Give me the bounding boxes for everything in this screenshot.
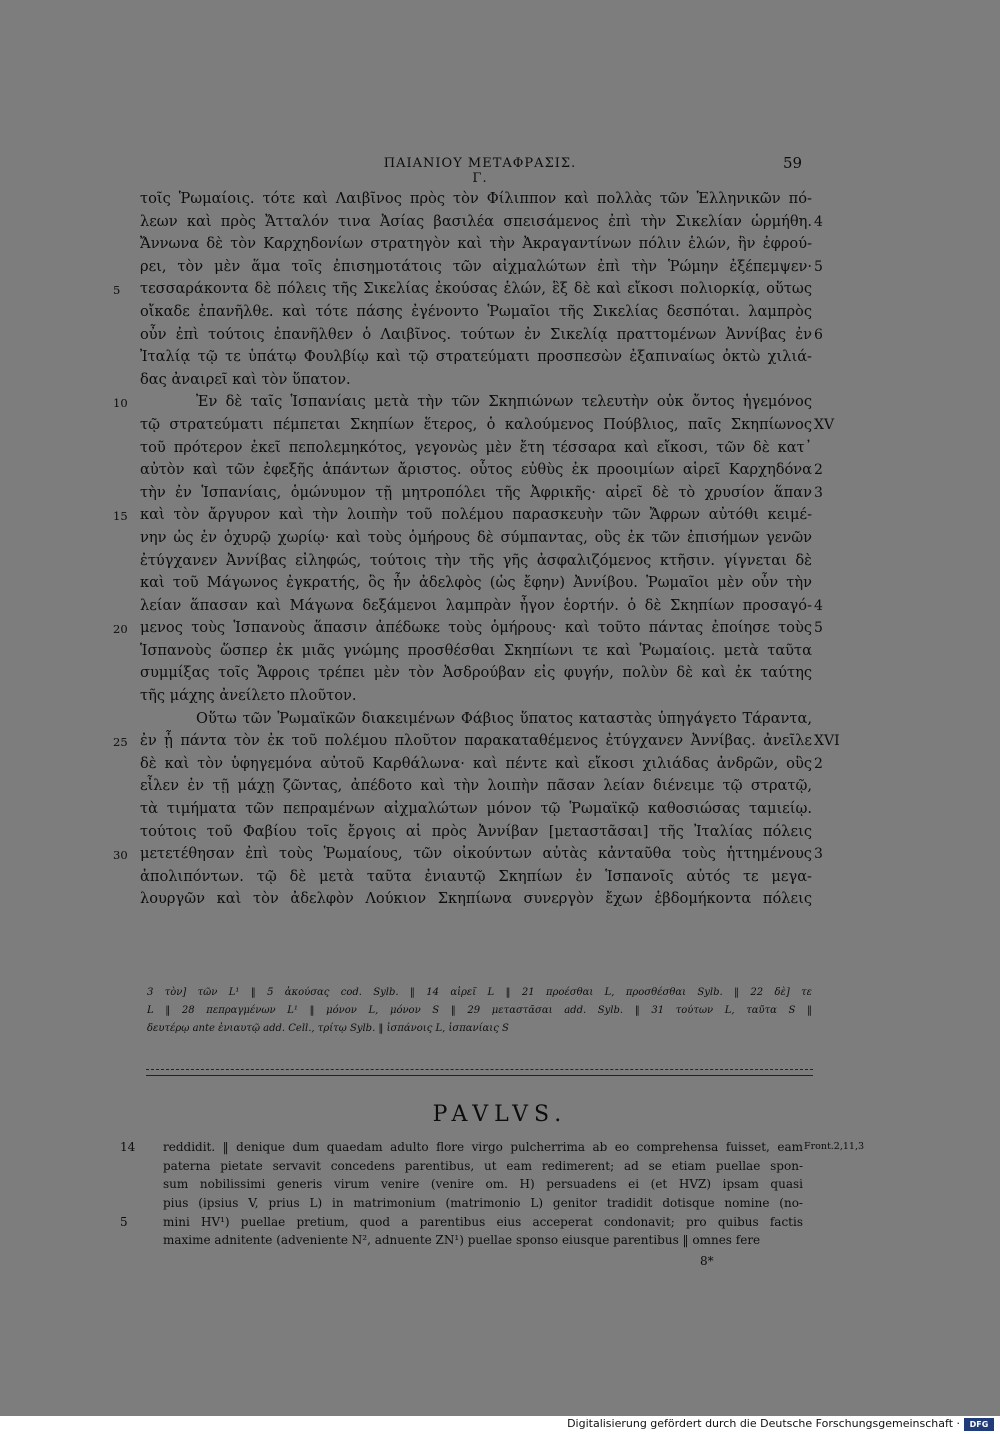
text-line	[140, 527, 812, 550]
text-line	[140, 753, 812, 776]
latin-line-number: 14	[120, 1140, 136, 1154]
dashed-divider	[146, 1069, 813, 1070]
line-text: δὲ καὶ τὸν ὑφηγεμόνα αὐτοῦ Καρθάλωνα· καὶ πέντε καὶ εἴκοσι χιλιάδας ἀνδρῶν, οὓς	[140, 754, 812, 772]
dfg-logo: DFG	[964, 1418, 994, 1431]
text-line	[140, 414, 812, 437]
greek-main-text	[113, 188, 840, 911]
line-text: αὐτὸν καὶ τῶν ἐφεξῆς ἁπάντων ἄριστος. οὗτος εὐθὺς ἐκ προοιμίων αἱρεῖ Καρχηδόνα	[140, 461, 812, 479]
line-text: ἀπολιπόντων. τῷ δὲ μετὰ ταῦτα ἐνιαυτῷ Σκηπίων ἐν Ἱσπανοῖς αὐτός τε μεγα-	[140, 867, 812, 885]
line-text: τῷ στρατεύματι πέμπεται Σκηπίων ἕτερος, ὁ καλούμενος Πούβλιος, παῖς Σκηπίωνος	[140, 415, 812, 433]
text-line	[140, 211, 812, 234]
latin-line-text: reddidit. ‖ denique dum quaedam adulto flore virgo pulcherrima ab eo comprehensa fuisset, eam	[163, 1140, 803, 1154]
line-text: τὰ τιμήματα τῶν πεπραμένων αἰχμαλώτων μόνον τῷ Ῥωμαϊκῷ καθοσιώσας ταμιείῳ.	[140, 800, 812, 818]
margin-number: 4	[814, 213, 823, 230]
text-line	[140, 798, 812, 821]
line-text: Ἱσπανοὺς ὥσπερ ἐκ μιᾶς γνώμης προσθέσθαι Σκηπίωνι τε καὶ Ῥωμαίοις. μετὰ ταῦτα	[140, 641, 812, 659]
text-line	[140, 369, 812, 392]
line-text: ρει, τὸν μὲν ἅμα τοῖς ἐπισημοτάτοις τῶν αἰχμαλώτων ἐπὶ τὴν Ῥώμην ἐξέπεμψεν·	[140, 257, 812, 275]
margin-number: XV	[814, 416, 835, 433]
signature-mark: 8*	[700, 1254, 714, 1268]
text-line	[140, 324, 812, 347]
line-text: τούτοις τοῦ Φαβίου τοῖς ἔργοις αἱ πρὸς Ἀννίβαν [μεταστᾶσαι] τῆς Ἰταλίας πόλεις	[140, 822, 812, 840]
margin-number: 3	[814, 484, 823, 501]
line-number: 5	[113, 283, 121, 298]
line-text: Ἰταλίᾳ τῷ τε ὑπάτῳ Φουλβίῳ καὶ τῷ στρατεύματι προσπεσὼν ἐξαπιναίως ὀκτὼ χιλιά-	[140, 348, 812, 366]
line-text: ἐτύγχανεν Ἀννίβας εἰληφώς, τούτοις τὴν τῆς γῆς ἀσφαλιζόμενος κτῆσιν. γίγνεται δὲ	[140, 551, 812, 569]
line-text: λείαν ἅπασαν καὶ Μάγωνα δεξάμενοι λαμπρὰν ἦγον ἑορτήν. ὁ δὲ Σκηπίων προσαγό-	[140, 596, 812, 614]
running-title: ΠΑΙΑΝΙΟΥ ΜΕΤΑΦΡΑΣΙΣ. Γ.	[383, 156, 577, 186]
text-line	[113, 617, 812, 640]
latin-line	[120, 1213, 803, 1232]
latin-line-number: 5	[120, 1214, 128, 1229]
line-text: Ἐν δὲ ταῖς Ἱσπανίαις μετὰ τὴν τῶν Σκηπιώνων τελευτὴν οὐκ ὄντος ἡγεμόνος	[196, 393, 812, 411]
line-text: οἴκαδε ἐπανῆλθε. καὶ τότε πάσης ἐγένοντο Ῥωμαῖοι τῆς Σικελίας δεσπόται. λαμπρὸς	[140, 302, 812, 320]
running-head	[0, 154, 1000, 186]
digitization-footer	[0, 1416, 1000, 1434]
line-text: ἐν ᾗ πάντα τὸν ἐκ τοῦ πολέμου πλοῦτον παρακαταθέμενος ἐτύγχανεν Ἀννίβας. ἀνεῖλε	[140, 732, 812, 750]
page-number: 59	[783, 154, 803, 172]
line-text: Ἄννωνα δὲ τὸν Καρχηδονίων στρατηγὸν καὶ τὴν Ἀκραγαντίνων πόλιν ἑλών, ἣν ἐφρού-	[140, 235, 812, 253]
text-line	[140, 685, 812, 708]
latin-line	[163, 1231, 803, 1250]
latin-line-text: sum nobilissimi generis virum venire (venire om. H) persuadens ei (et HVZ) ipsam quasi	[163, 1177, 803, 1192]
margin-number: 5	[814, 258, 823, 275]
latin-commentary	[120, 1138, 865, 1250]
apparatus-line: δευτέρῳ ante ἐνιαυτῷ add. Cell., τρίτῳ Sylb. ‖ ἰσπάνοις L, ἰσπανίαις S	[147, 1023, 509, 1034]
line-text: δας ἀναιρεῖ καὶ τὸν ὕπατον.	[140, 370, 351, 388]
text-line	[140, 346, 812, 369]
line-text: λουργῶν καὶ τὸν ἀδελφὸν Λούκιον Σκηπίωνα συνεργὸν ἔχων ἑβδομήκοντα πόλεις	[140, 890, 812, 908]
text-line	[140, 482, 812, 505]
margin-number: 6	[814, 326, 823, 343]
latin-line-text: pius (ipsius V, prius L) in matrimonium (matrimonio L) genitor tradidit dotisque nomine (no-	[163, 1196, 803, 1211]
source-reference: Front.2,11,3	[804, 1141, 865, 1152]
text-line	[140, 256, 812, 279]
line-text: καὶ τὸν ἄργυρον καὶ τὴν λοιπὴν τοῦ πολέμου παρασκευὴν τῶν Ἄφρων αὐτόθι κειμέ-	[140, 506, 812, 524]
line-text: νην ὡς ἐν ὀχυρῷ χωρίῳ· καὶ τοὺς ὁμήρους δὲ σύμπαντας, οὓς ἐκ τῶν ἐπισήμων γενῶν	[140, 528, 812, 546]
line-text: τοῖς Ῥωμαίοις. τότε καὶ Λαιβῖνος πρὸς τὸν Φίλιππον καὶ πολλὰς τῶν Ἑλληνικῶν πό-	[140, 190, 812, 207]
line-text: τεσσαράκοντα δὲ πόλεις τῆς Σικελίας ἐκούσας ἑλών, ἓξ δὲ καὶ εἴκοσι πολιορκίᾳ, οὕτως	[140, 280, 812, 298]
line-number: 10	[113, 396, 128, 411]
line-text: μετετέθησαν ἐπὶ τοὺς Ῥωμαίους, τῶν οἰκούντων αὐτὰς κἀνταῦθα τοὺς ἡττημένους	[140, 845, 812, 863]
text-line	[113, 278, 812, 301]
latin-line	[163, 1157, 803, 1176]
text-line	[140, 662, 812, 685]
text-line	[140, 550, 812, 573]
line-number: 20	[113, 622, 128, 637]
text-line	[113, 843, 812, 866]
margin-number: 3	[814, 846, 823, 863]
footer-credit: Digitalisierung gefördert durch die Deutsche Forschungsgemeinschaft ·	[567, 1417, 960, 1430]
line-text: μενος τοὺς Ἱσπανοὺς ἅπασιν ἀπέδωκε τοὺς ὁμήρους· καὶ τοῦτο πάντας ἐποίησε τοὺς	[140, 619, 812, 637]
line-text: τοῦ πρότερον ἐκεῖ πεπολεμηκότος, γεγονὼς μὲν ἔτη τέσσαρα καὶ εἴκοσι, τῶν δὲ κατ᾽	[140, 438, 812, 456]
latin-line	[163, 1194, 803, 1213]
line-text: Οὕτω τῶν Ῥωμαϊκῶν διακειμένων Φάβιος ὕπατος καταστὰς ὑπηγάγετο Τάραντα,	[196, 709, 812, 727]
line-text: λεων καὶ πρὸς Ἄτταλόν τινα Ἀσίας βασιλέα σπεισάμενος ἐπὶ τὴν Σικελίαν ὡρμήθη.	[140, 212, 812, 230]
text-line	[140, 775, 812, 798]
latin-line-text: paterna pietate servavit concedens parentibus, ut eam redimerent; ad se etiam puellae spon-	[163, 1158, 803, 1173]
line-text: καὶ τοῦ Μάγωνος ἐγκρατής, ὃς ἦν ἀδελφὸς (ὡς ἔφην) Ἀννίβου. Ῥωμαῖοι μὲν οὖν τὴν	[140, 574, 812, 592]
text-line	[140, 640, 812, 663]
line-text: συμμίξας τοῖς Ἄφροις τρέπει μὲν τὸν Ἀσδρούβαν εἰς φυγήν, πολὺν δὲ καὶ ἐκ ταύτης	[140, 664, 812, 682]
section-title: PAVLVS.	[432, 1102, 568, 1127]
critical-apparatus	[147, 984, 812, 1038]
text-line	[113, 504, 812, 527]
text-line	[140, 866, 812, 889]
line-text: οὖν ἐπὶ τούτοις ἐπανῆλθεν ὁ Λαιβῖνος. τούτων ἐν Σικελίᾳ πραττομένων Ἀννίβας ἐν	[140, 325, 812, 343]
line-text: τὴν ἐν Ἱσπανίαις, ὁμώνυμον τῇ μητροπόλει τῆς Ἀφρικῆς· αἱρεῖ δὲ τὸ χρυσίον ἅπαν	[140, 483, 812, 501]
margin-number: XVI	[814, 733, 840, 750]
text-line	[140, 888, 812, 911]
line-number: 25	[113, 735, 128, 750]
latin-line-text: maxime adnitente (adveniente N², adnuente ZN¹) puellae sponso eiusque parentibus ‖ omnes fere	[163, 1233, 761, 1248]
latin-line	[163, 1175, 803, 1194]
margin-number: 2	[814, 462, 823, 479]
latin-line	[120, 1138, 865, 1157]
apparatus-line: 3 τὸν] τῶν L¹ ‖ 5 ἀκούσας cod. Sylb. ‖ 14 αἱρεῖ L ‖ 21 προέσθαι L, προσθέσθαι Sylb. ‖ 22 δὲ] τε	[147, 987, 812, 998]
apparatus-line: L ‖ 28 πεπραγμένων L¹ ‖ μόνον L, μόνον S ‖ 29 μεταστᾶσαι add. Sylb. ‖ 31 τούτων L, ταῦτα S ‖	[147, 1005, 812, 1016]
margin-number: 5	[814, 620, 823, 637]
latin-line-text: mini HV¹) puellae pretium, quod a parentibus eius acceperat condonavit; pro quibus factis	[163, 1214, 803, 1229]
line-number: 30	[113, 848, 128, 863]
line-text: τῆς μάχης ἀνείλετο πλοῦτον.	[140, 687, 357, 705]
margin-number: 4	[814, 597, 823, 614]
solid-divider	[146, 1075, 813, 1076]
line-number: 15	[113, 509, 128, 524]
margin-number: 2	[814, 755, 823, 772]
line-text: εἶλεν ἐν τῇ μάχῃ ζῶντας, ἀπέδοτο καὶ τὴν λοιπὴν πᾶσαν λείαν διένειμε τῷ στρατῷ,	[140, 777, 812, 795]
